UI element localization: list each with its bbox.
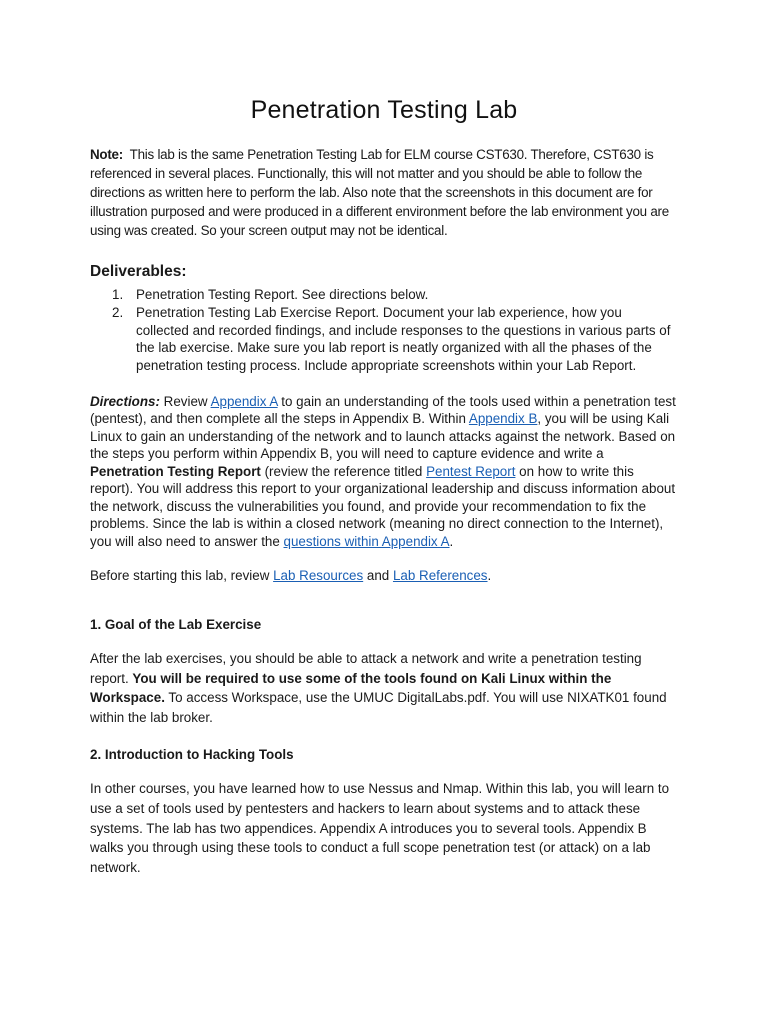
- list-item-number: 2.: [112, 304, 124, 320]
- note-paragraph: [90, 145, 678, 240]
- directions-text: (review the reference titled: [260, 463, 427, 479]
- note-label: Note:: [90, 147, 123, 162]
- directions-label: Directions:: [90, 393, 160, 409]
- goal-text: After the lab exercises, you should be able to attack a network and write a penetration testing report.: [90, 650, 642, 686]
- deliverables-list: [90, 286, 678, 375]
- directions-text: , you will be using Kali Linux to gain an understanding of the network and to launch attacks against the network. Based on the steps you perform within Appendix B, you will need to capture evidence and write a: [90, 411, 676, 462]
- goal-paragraph: [90, 649, 678, 727]
- note-text: This lab is the same Penetration Testing Lab for ELM course CST630. Therefore, CST630 is referenced in several places. Functionally, this will not matter and you should be able to follow the directions as written here to perform the lab. Also note that the screenshots in this document are for illustration purposed and were produced in a different environment before the lab environment you are using was created. So your screen output may not be identical.: [90, 147, 669, 238]
- lab-references-link[interactable]: Lab References: [392, 568, 488, 584]
- directions-text: Review: [159, 393, 211, 409]
- appendix-a-link[interactable]: Appendix A: [210, 393, 278, 409]
- list-item-number: 1.: [112, 287, 124, 302]
- page-title: Penetration Testing Lab: [250, 96, 518, 124]
- appendix-a-questions-link[interactable]: questions within Appendix A: [283, 533, 450, 549]
- directions-text: to gain an understanding of the tools used within a penetration test (pentest), and then complete all the steps in Appendix B. Within: [90, 393, 676, 427]
- directions-paragraph: [90, 393, 678, 551]
- appendix-b-link[interactable]: Appendix B: [468, 411, 538, 427]
- penetration-testing-report-term: Penetration Testing Report: [90, 463, 261, 479]
- before-starting-paragraph: [90, 567, 678, 585]
- goal-bold-text: You will be required to use some of the tools found on Kali Linux within the Workspace.: [90, 670, 612, 706]
- list-item-text: Penetration Testing Report. See directions below.: [136, 287, 429, 302]
- hacking-tools-paragraph: In other courses, you have learned how to use Nessus and Nmap. Within this lab, you will learn to use a set of tools used by pentesters and hackers to learn about systems and to attack these systems. The lab has two appendices. Appendix A introduces you to several tools. Appendix B walks you through using these tools to conduct a full scope penetration test (or attack) on a lab network.: [90, 781, 670, 875]
- directions-text: on how to write this report). You will address this report to your organizational leadership and discuss information about the network, discuss the vulnerabilities you found, and provide your recommendation to fix the problems. Since the lab is within a closed network (meaning no direct connection to the Internet), you will also need to answer the: [90, 463, 676, 549]
- section-heading-goal: 1. Goal of the Lab Exercise: [90, 616, 262, 632]
- list-item: [90, 286, 678, 304]
- list-item-text: Penetration Testing Lab Exercise Report. Document your lab experience, how you collected and recorded findings, and include responses to the questions in various parts of the lab exercise. Make sure you lab report is neatly organized with all the phases of the penetration testing process. Include appropriate screenshots within your Lab Report.: [136, 304, 671, 374]
- section-heading-hacking-tools: 2. Introduction to Hacking Tools: [90, 747, 294, 763]
- directions-text: .: [449, 533, 454, 549]
- before-text: Before starting this lab, review: [90, 568, 274, 584]
- list-item: [90, 304, 678, 375]
- goal-text: To access Workspace, use the UMUC DigitalLabs.pdf. You will use NIXATK01 found within the lab broker.: [90, 690, 667, 725]
- lab-resources-link[interactable]: Lab Resources: [273, 568, 364, 584]
- before-text: and: [363, 568, 393, 584]
- deliverables-heading: Deliverables:: [90, 263, 187, 280]
- pentest-report-link[interactable]: Pentest Report: [426, 463, 516, 479]
- before-text: .: [487, 568, 492, 584]
